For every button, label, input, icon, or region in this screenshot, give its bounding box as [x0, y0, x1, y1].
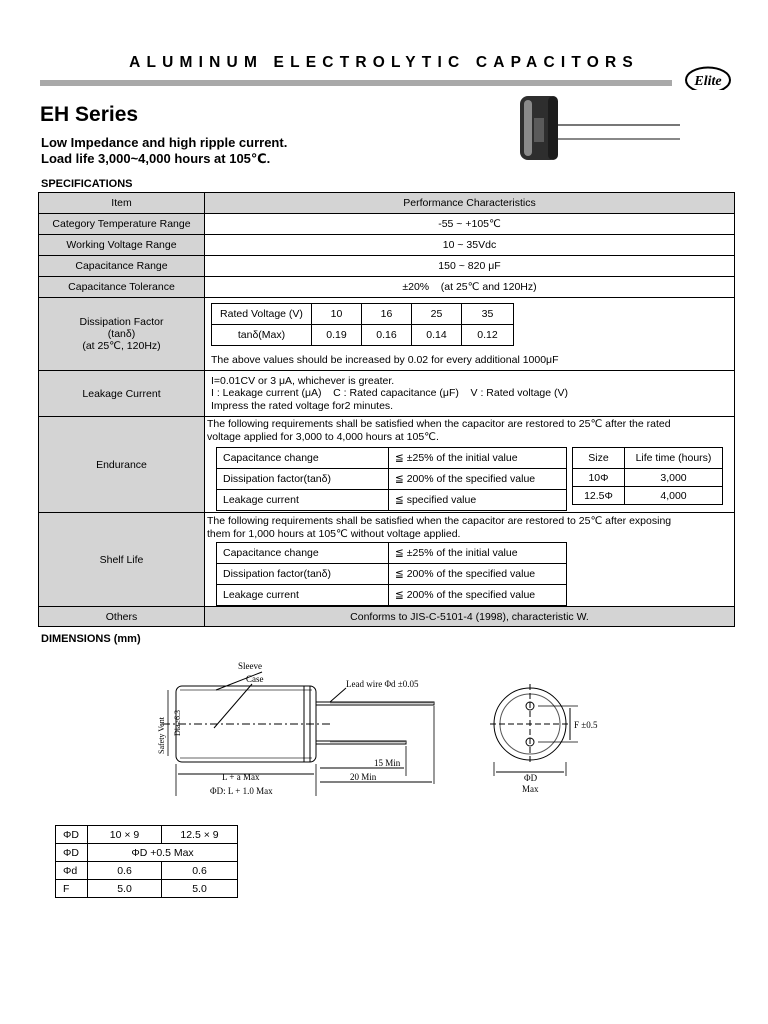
row-label-shelf-life: Shelf Life	[39, 513, 205, 607]
shelf-criteria-table	[216, 542, 567, 606]
intro-line-1: Low Impedance and high ripple current.	[41, 135, 288, 150]
df-voltage-cell: 16	[362, 304, 412, 325]
dim-cell: ΦD	[56, 844, 88, 862]
endurance-text-1: The following requirements shall be satisfied when the capacitor are restored to 25℃ after the rated	[207, 418, 671, 430]
row-label-tolerance: Capacitance Tolerance	[39, 277, 205, 298]
criteria-name: Leakage current	[217, 490, 389, 511]
row-label-dissipation	[39, 298, 205, 371]
df-voltage-cell: 35	[462, 304, 514, 325]
leak-line-1: I=0.01CV or 3 μA, whichever is greater.	[211, 374, 395, 387]
criteria-value: ≦ ±25% of the initial value	[389, 543, 567, 564]
row-value-voltage: 10 ~ 35Vdc	[205, 235, 735, 256]
criteria-value: ≦ 200% of the specified value	[389, 585, 567, 606]
row-label-voltage: Working Voltage Range	[39, 235, 205, 256]
row-value-tolerance: ±20% (at 25℃ and 120Hz)	[205, 277, 735, 298]
shelf-text-1: The following requirements shall be satisfied when the capacitor are restored to 25℃ after exposing	[207, 515, 672, 527]
label-safety-vent: Safety Vent	[157, 717, 166, 754]
criteria-name: Dissipation factor(tanδ)	[217, 469, 389, 490]
dim-cell: Φd	[56, 862, 88, 880]
df-note: The above values should be increased by 0.02 for every additional 1000μF	[211, 354, 559, 367]
endurance-text-2: voltage applied for 3,000 to 4,000 hours at 105℃.	[207, 430, 439, 443]
dim-cell: ΦD +0.5 Max	[88, 844, 238, 862]
dim-cell: 5.0	[88, 880, 162, 898]
dim-cell: 12.5 × 9	[162, 826, 238, 844]
criteria-value: ≦ 200% of the specified value	[389, 564, 567, 585]
df-rated-voltage-label: Rated Voltage (V)	[212, 304, 312, 325]
dimension-table	[55, 825, 238, 898]
row-label-capacitance: Capacitance Range	[39, 256, 205, 277]
label-lead-wire: Lead wire Φd ±0.05	[346, 679, 419, 689]
row-value-others: Conforms to JIS-C-5101-4 (1998), characteristic W.	[205, 607, 735, 627]
row-label-temperature: Category Temperature Range	[39, 214, 205, 235]
life-hours: 3,000	[625, 469, 723, 487]
row-label-leakage: Leakage Current	[39, 371, 205, 417]
intro-text	[41, 135, 287, 167]
col-header-performance: Performance Characteristics	[205, 193, 735, 214]
criteria-name: Leakage current	[217, 585, 389, 606]
label-l-max: L + a Max	[222, 772, 260, 782]
leak-line-3: Impress the rated voltage for2 minutes.	[211, 399, 394, 412]
document-title: ALUMINUM ELECTROLYTIC CAPACITORS	[129, 54, 639, 71]
row-value-capacitance: 150 ~ 820 μF	[205, 256, 735, 277]
label-case: Case	[246, 674, 264, 684]
label-sleeve: Sleeve	[238, 661, 262, 671]
row-value-temperature: -55 ~ +105℃	[205, 214, 735, 235]
life-size: 10Φ	[573, 469, 625, 487]
shelf-text-2: them for 1,000 hours at 105℃ without voltage applied.	[207, 527, 461, 540]
criteria-value: ≦ 200% of the specified value	[389, 469, 567, 490]
label-max: Max	[522, 784, 539, 794]
col-header-item: Item	[39, 193, 205, 214]
intro-line-2: Load life 3,000~4,000 hours at 105℃.	[41, 151, 271, 166]
life-hours: 4,000	[625, 487, 723, 505]
life-size: 12.5Φ	[573, 487, 625, 505]
brand-logo-text: Elite	[694, 74, 722, 89]
row-value-dissipation	[205, 298, 735, 371]
series-title: EH Series	[40, 103, 139, 126]
criteria-name: Dissipation factor(tanδ)	[217, 564, 389, 585]
specifications-heading: SPECIFICATIONS	[41, 178, 133, 190]
criteria-name: Capacitance change	[217, 448, 389, 469]
dimensions-heading: DIMENSIONS (mm)	[41, 633, 141, 645]
label-dia: Dia≥6.3	[173, 710, 182, 736]
criteria-value: ≦ ±25% of the initial value	[389, 448, 567, 469]
capacitor-photo	[520, 90, 728, 164]
life-header-size: Size	[573, 448, 625, 469]
df-tan-cell: 0.19	[312, 325, 362, 346]
label-phi-d-l: ΦD: L + 1.0 Max	[210, 786, 273, 796]
criteria-value: ≦ specified value	[389, 490, 567, 511]
df-table	[211, 303, 514, 346]
df-tan-label: tanδ(Max)	[212, 325, 312, 346]
dim-cell: 10 × 9	[88, 826, 162, 844]
criteria-name: Capacitance change	[217, 543, 389, 564]
specifications-table	[38, 192, 735, 627]
label-15-min: 15 Min	[374, 758, 401, 768]
life-header-time: Life time (hours)	[625, 448, 723, 469]
header-rule	[40, 80, 672, 86]
dimension-drawing	[150, 656, 620, 800]
endurance-criteria-table	[216, 447, 567, 511]
label-f-tolerance: F ±0.5	[574, 720, 598, 730]
dim-cell: 0.6	[88, 862, 162, 880]
life-time-table	[572, 447, 723, 505]
row-value-shelf-life	[205, 513, 735, 607]
df-label-1: Dissipation Factor	[79, 316, 164, 328]
df-tan-cell: 0.16	[362, 325, 412, 346]
df-tan-cell: 0.12	[462, 325, 514, 346]
dim-cell: 0.6	[162, 862, 238, 880]
row-label-others: Others	[39, 607, 205, 627]
label-20-min: 20 Min	[350, 772, 377, 782]
dim-cell: 5.0	[162, 880, 238, 898]
row-value-leakage	[205, 371, 735, 417]
leak-line-2: I : Leakage current (μA) C : Rated capacitance (μF) V : Rated voltage (V)	[211, 387, 568, 400]
df-label-2: (tanδ)	[107, 328, 136, 340]
label-phi-d-end: ΦD	[524, 773, 538, 783]
df-label-3: (at 25℃, 120Hz)	[82, 340, 161, 352]
df-voltage-cell: 10	[312, 304, 362, 325]
dim-cell: ΦD	[56, 826, 88, 844]
dim-cell: F	[56, 880, 88, 898]
row-value-endurance	[205, 417, 735, 513]
df-voltage-cell: 25	[412, 304, 462, 325]
df-tan-cell: 0.14	[412, 325, 462, 346]
row-label-endurance: Endurance	[39, 417, 205, 513]
